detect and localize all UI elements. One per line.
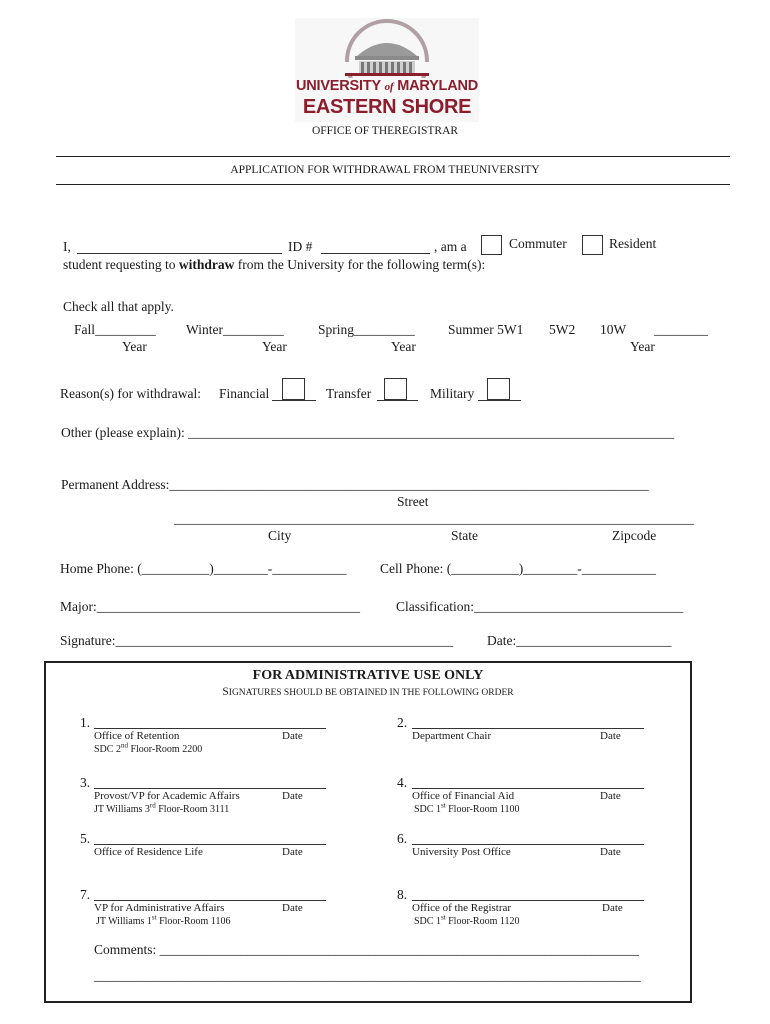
classification-field[interactable]: Classification:_______________________________	[396, 599, 684, 614]
term-summer-year[interactable]: ________	[654, 322, 708, 337]
signature-line-7[interactable]	[94, 900, 326, 901]
term-winter[interactable]: Winter_________	[186, 322, 284, 337]
divider-top	[56, 156, 730, 157]
office-location: SDC 1st Floor-Room 1100	[414, 801, 520, 815]
major-field[interactable]: Major:_______________________________________	[60, 599, 360, 614]
city-label: City	[268, 528, 292, 543]
office-location: JT Williams 3rd Floor-Room 3111	[94, 801, 230, 815]
office-location: JT Williams 1st Floor-Room 1106	[96, 913, 231, 927]
signature-number: 6.	[397, 831, 408, 846]
street-label: Street	[397, 494, 429, 509]
date-label: Date	[600, 730, 621, 742]
signature-number: 4.	[397, 775, 408, 790]
commuter-label: Commuter	[509, 236, 567, 251]
date-label: Date	[282, 730, 303, 742]
year-label: Year	[122, 339, 147, 354]
year-label: Year	[630, 339, 655, 354]
resident-label: Resident	[609, 236, 657, 251]
office-label: Department Chair	[412, 730, 492, 742]
reasons-label: Reason(s) for withdrawal:	[60, 386, 201, 401]
reason-military-checkbox[interactable]	[487, 378, 510, 400]
office-label: Provost/VP for Academic Affairs	[94, 790, 240, 802]
logo-line-1: UNIVERSITY of MARYLAND	[295, 78, 479, 94]
reason-transfer-underline	[377, 400, 418, 401]
signature-number: 3.	[80, 775, 91, 790]
signature-line-8[interactable]	[412, 900, 644, 901]
resident-checkbox[interactable]	[582, 235, 603, 255]
permanent-address-field[interactable]: Permanent Address:_______________________________________________________________________	[61, 477, 649, 492]
year-label: Year	[262, 339, 287, 354]
address-line-2-field[interactable]: _____________________________________________________________________________	[174, 511, 694, 526]
office-location: SDC 1st Floor-Room 1120	[414, 913, 520, 927]
reason-financial-checkbox[interactable]	[282, 378, 305, 400]
admin-title: FOR ADMINISTRATIVE USE ONLY	[252, 668, 484, 683]
signature-line-4[interactable]	[412, 788, 644, 789]
reason-financial-label: Financial	[219, 386, 270, 401]
name-field[interactable]	[77, 253, 282, 254]
signature-line-2[interactable]	[412, 728, 644, 729]
signature-line-1[interactable]	[94, 728, 326, 729]
office-label: Office of the Registrar	[412, 902, 512, 914]
reason-financial-underline	[272, 400, 316, 401]
name-prefix: I,	[63, 239, 71, 254]
reason-military-underline	[478, 400, 521, 401]
signature-line-5[interactable]	[94, 844, 326, 845]
state-label: State	[451, 528, 478, 543]
comments-field[interactable]: Comments: _______________________________________________________________________	[94, 942, 639, 957]
cell-phone-field[interactable]: Cell Phone: (__________)________-___________	[380, 561, 656, 576]
reason-transfer-checkbox[interactable]	[384, 378, 407, 400]
term-fall[interactable]: Fall_________	[74, 322, 156, 337]
date-field[interactable]: Date:_______________________	[487, 633, 672, 648]
date-label: Date	[600, 790, 621, 802]
intro-sentence: student requesting to withdraw from the University for the following term(s):	[63, 257, 486, 272]
home-phone-field[interactable]: Home Phone: (__________)________-___________	[60, 561, 347, 576]
term-10w: 10W	[600, 322, 627, 337]
term-5w2: 5W2	[549, 322, 576, 337]
admin-subtitle: SIGNATURES SHOULD BE OBTAINED IN THE FOLLOWING ORDER	[222, 686, 514, 698]
university-logo	[295, 18, 479, 122]
office-label: VP for Administrative Affairs	[94, 902, 225, 914]
check-all-label: Check all that apply.	[63, 299, 174, 314]
signature-line-3[interactable]	[94, 788, 326, 789]
logo-line-2: EASTERN SHORE	[302, 96, 472, 118]
divider-bottom	[56, 184, 730, 185]
date-label: Date	[282, 846, 303, 858]
signature-line-6[interactable]	[412, 844, 644, 845]
signature-field[interactable]: Signature:__________________________________________________	[60, 633, 453, 648]
commuter-checkbox[interactable]	[481, 235, 502, 255]
office-label: Office of Residence Life	[94, 846, 203, 858]
office-label: Office of Financial Aid	[412, 790, 515, 802]
signature-number: 8.	[397, 887, 408, 902]
id-label: ID #	[288, 239, 313, 254]
office-label: University Post Office	[412, 846, 511, 858]
admin-use-box	[44, 661, 692, 1003]
term-spring[interactable]: Spring_________	[318, 322, 415, 337]
zipcode-label: Zipcode	[612, 528, 657, 543]
date-label: Date	[600, 846, 621, 858]
year-label: Year	[391, 339, 416, 354]
id-field[interactable]	[321, 253, 430, 254]
comments-line-2[interactable]: _________________________________________________________________________________	[94, 968, 641, 983]
term-summer-5w1: Summer 5W1	[448, 322, 524, 337]
signature-number: 1.	[80, 715, 91, 730]
office-label: Office of Retention	[94, 730, 180, 742]
date-label: Date	[282, 790, 303, 802]
reason-transfer-label: Transfer	[326, 386, 372, 401]
other-reason-field[interactable]: Other (please explain): ________________________________________________________________________	[61, 425, 675, 440]
reason-military-label: Military	[430, 386, 475, 401]
office-location: SDC 2nd Floor-Room 2200	[94, 741, 203, 755]
office-name: OFFICE OF THEREGISTRAR	[311, 125, 459, 137]
dome-icon	[295, 18, 479, 78]
signature-number: 5.	[80, 831, 91, 846]
form-title: APPLICATION FOR WITHDRAWAL FROM THEUNIVERSITY	[230, 164, 540, 176]
signature-number: 2.	[397, 715, 408, 730]
signature-number: 7.	[80, 887, 91, 902]
am-a-label: , am a	[434, 239, 467, 254]
date-label: Date	[282, 902, 303, 914]
date-label: Date	[602, 902, 623, 914]
